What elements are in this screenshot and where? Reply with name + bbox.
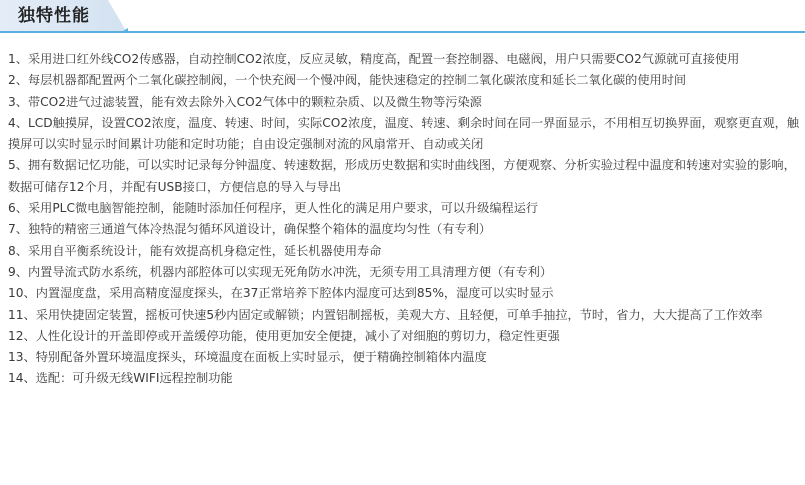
feature-item-1: 1、采用进口红外线CO2传感器，自动控制CO2浓度，反应灵敏，精度高，配置一套控制器、电磁阀，用户只需要CO2气源就可直接使用 [8,52,740,66]
feature-item-7: 7、独特的精密三通道气体冷热混匀循环风道设计，确保整个箱体的温度均匀性（有专利） [8,222,492,237]
feature-list [8,49,802,390]
feature-item-11: 11、采用快捷固定装置，摇板可快速5秒内固定或解锁；内置铝制摇板，美观大方、且轻便，可单手抽拉，节时，省力，大大提高了工作效率 [8,307,763,322]
feature-item-9: 9、内置导流式防水系统，机器内部腔体可以实现无死角防水冲洗，无须专用工具清理方便（有专利） [8,264,553,279]
feature-item-12: 12、人性化设计的开盖即停或开盖缓停功能，使用更加安全便捷，减小了对细胞的剪切力，稳定性更强 [8,328,560,343]
section-header [0,0,805,40]
feature-item-6: 6、采用PLC微电脑智能控制，能随时添加任何程序，更人性化的满足用户要求，可以升级编程运行 [8,201,539,216]
feature-item-2: 2、每层机器都配置两个二氧化碳控制阀，一个快充阀一个慢冲阀，能快速稳定的控制二氧化碳浓度和延长二氧化碳的使用时间 [8,73,687,88]
feature-item-8: 8、采用自平衡系统设计，能有效提高机身稳定性，延长机器使用寿命 [8,243,382,258]
feature-item-5: 5、拥有数据记忆功能，可以实时记录每分钟温度、转速数据，形成历史数据和实时曲线图，方便观察、分析实验过程中温度和转速对实验的影响，数据可储存12个月，并配有USB接口，方便信息的导入与导出 [8,158,796,194]
section-title: 独特性能 [18,6,90,26]
feature-item-3: 3、带CO2进气过滤装置，能有效去除外入CO2气体中的颗粒杂质、以及微生物等污染源 [8,94,482,109]
feature-item-13: 13、特别配备外置环境温度探头，环境温度在面板上实时显示，便于精确控制箱体内温度 [8,350,487,365]
feature-item-14: 14、选配：可升级无线WIFI远程控制功能 [8,371,233,386]
feature-item-10: 10、内置湿度盘，采用高精度湿度探头，在37正常培养下腔体内湿度可达到85%，湿度可以实时显示 [8,286,554,301]
feature-item-4: 4、LCD触摸屏，设置CO2浓度，温度、转速、时间，实际CO2浓度，温度、转速、剩余时间在同一界面显示，不用相互切换界面，观察更直观，触摸屏可以实时显示时间累计功能和定时功能；自由设定强制对流的风扇常开、自动或关闭 [8,115,800,152]
